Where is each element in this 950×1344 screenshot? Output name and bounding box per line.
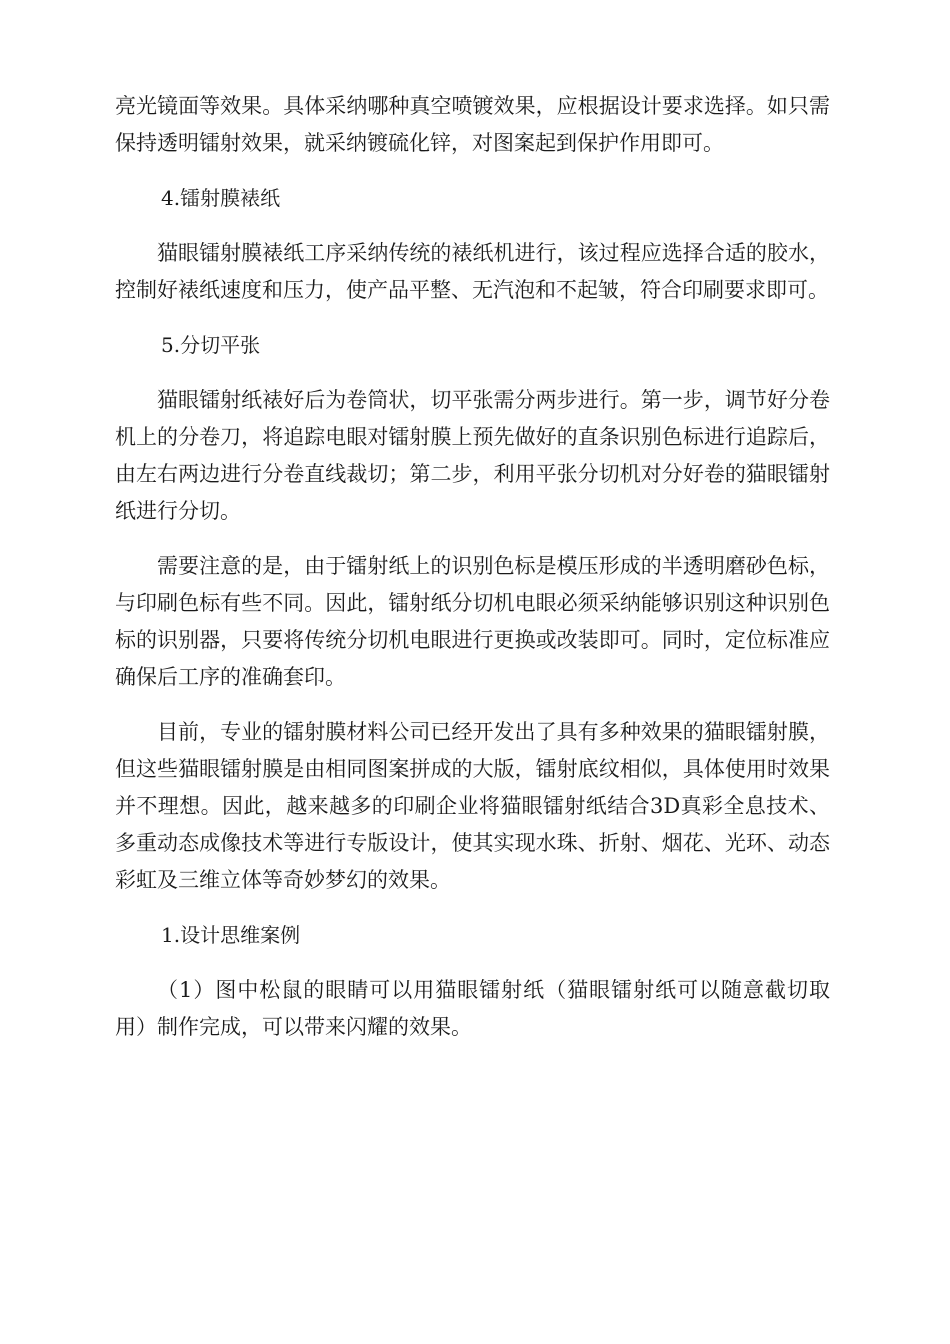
section-heading-design-case: 1.设计思维案例 bbox=[161, 923, 301, 947]
section-heading-laser-film-mounting: 4.镭射膜裱纸 bbox=[161, 186, 281, 210]
document-page bbox=[115, 88, 830, 1064]
paragraph-continuation: 亮光镜面等效果。具体采纳哪种真空喷镀效果，应根据设计要求选择。如只需保持透明镭射效果，就采纳镀硫化锌，对图案起到保护作用即可。 bbox=[115, 94, 830, 155]
paragraph-design-case-1: （1）图中松鼠的眼睛可以用猫眼镭射纸（猫眼镭射纸可以随意截切取用）制作完成，可以带来闪耀的效果。 bbox=[115, 978, 830, 1039]
section-heading-slitting-sheeting: 5.分切平张 bbox=[161, 333, 261, 357]
paragraph-mounting: 猫眼镭射膜裱纸工序采纳传统的裱纸机进行，该过程应选择合适的胶水，控制好裱纸速度和压力，使产品平整、无汽泡和不起皱，符合印刷要求即可。 bbox=[115, 241, 830, 302]
paragraph-slitting-steps: 猫眼镭射纸裱好后为卷筒状，切平张需分两步进行。第一步，调节好分卷机上的分卷刀，将追踪电眼对镭射膜上预先做好的直条识别色标进行追踪后，由左右两边进行分卷直线裁切；第二步，利用平张分切机对分好卷的猫眼镭射纸进行分切。 bbox=[115, 388, 830, 523]
paragraph-current-status: 目前，专业的镭射膜材料公司已经开发出了具有多种效果的猫眼镭射膜，但这些猫眼镭射膜是由相同图案拼成的大版，镭射底纹相似，具体使用时效果并不理想。因此，越来越多的印刷企业将猫眼镭射纸结合3D真彩全息技术、多重动态成像技术等进行专版设计，使其实现水珠、折射、烟花、光环、动态彩虹及三维立体等奇妙梦幻的效果。 bbox=[115, 720, 830, 892]
paragraph-slitting-notes: 需要注意的是，由于镭射纸上的识别色标是模压形成的半透明磨砂色标，与印刷色标有些不同。因此，镭射纸分切机电眼必须采纳能够识别这种识别色标的识别器，只要将传统分切机电眼进行更换或改装即可。同时，定位标准应确保后工序的准确套印。 bbox=[115, 554, 830, 689]
